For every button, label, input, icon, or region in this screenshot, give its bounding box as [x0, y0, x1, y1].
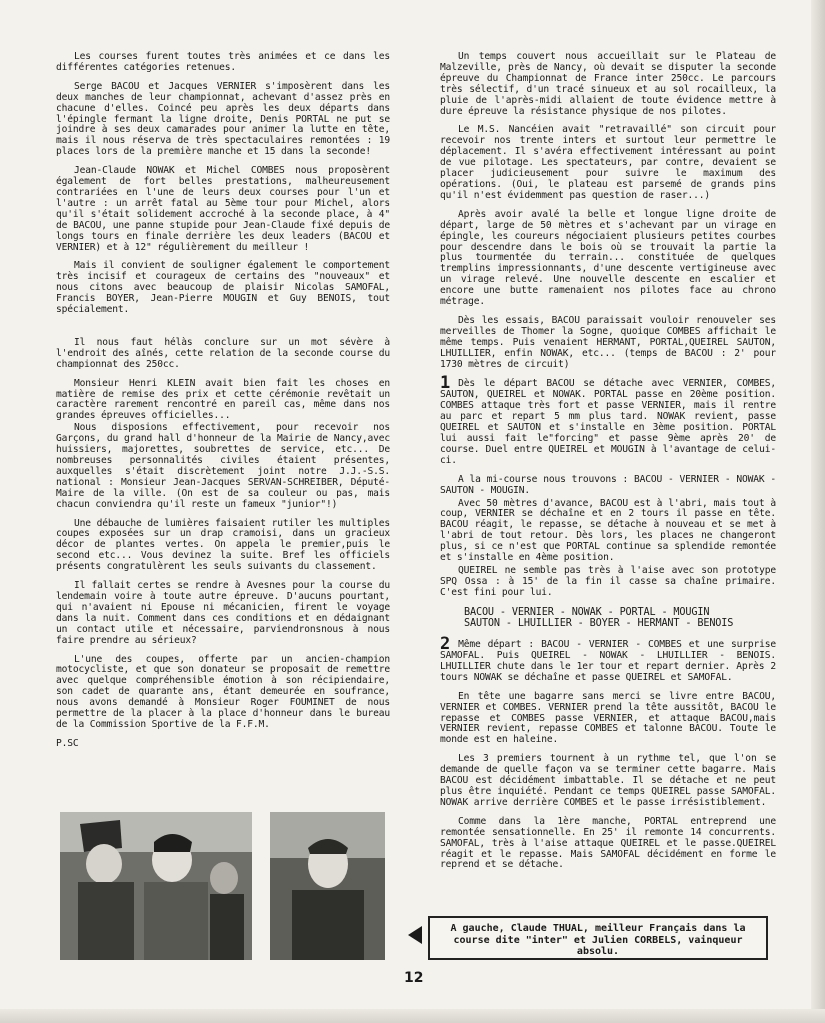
- paragraph: Mais il convient de souligner également le comportement très incisif et courageux de certains des "nouveaux" et nous citons avec beaucoup de plaisir Nicolas SAMOFAL, Francis BOYER, Jean-Pierre MOUGIN et Guy BENOIS, tout spécialement.: [56, 260, 390, 316]
- paragraph: Il nous faut hélàs conclure sur un mot sévère à l'endroit des aînés, cette relation de la seconde course du championnat des 250cc.: [56, 336, 390, 370]
- paragraph: Il fallait certes se rendre à Avesnes pour la course du lendemain voire à toute autre épreuve. D'aucuns pourtant, qui n'avaient ni Epouse ni mécanicien, firent le voyage dans la nuit. Comment dans ces conditions et en dédaignant un contact utile et nécessaire, parviendronsnous à nous faire prendre au sérieux?: [56, 580, 390, 646]
- paragraph: Avec 50 mètres d'avance, BACOU est à l'abri, mais tout à coup, VERNIER se déchaîne et en 2 tours il passe en tête. BACOU réagit, le repasse, se détache à nouveau et se met à l'abri de tout retour. Dès lors, les places ne changeront plus, si ce n'est que PORTAL continue sa splendide remontée et s'installe en 4ème position.: [440, 497, 776, 564]
- paragraph: QUEIREL ne semble pas très à l'aise avec son prototype SPQ Ossa : à 15' de la fin il casse sa chaîne primaire. C'est fini pour lui.: [440, 564, 776, 598]
- paragraph: Un temps couvert nous accueillait sur le Plateau de Malzeville, près de Nancy, où devait se disputer la seconde épreuve du Championnat de France inter 250cc. Le parcours très sélectif, d'un tracé sinueux et au sol rocailleux, la pluie de l'après-midi allaient de toute évidence mettre à dure épreuve la résistance physique de nos pilotes.: [440, 51, 776, 117]
- right-article-column: [440, 52, 776, 879]
- pointer-arrow-icon: [408, 926, 422, 944]
- photo-rider-portrait: [270, 812, 385, 960]
- left-article-column: [56, 52, 390, 758]
- paragraph: Dès les essais, BACOU paraissait vouloir renouveler ses merveilles de Thomer la Sogne, quoique COMBES affichait le même temps. Puis venaient HERMANT, PORTAL,QUEIREL SAUTON, LHUILLIER, enfin NOWAK, etc... (temps de BACOU : 2' pour 1730 mètres de circuit): [440, 314, 776, 370]
- photo-placeholder-illustration: [60, 812, 252, 960]
- paragraph: Une débauche de lumières faisaient rutiler les multiples coupes exposées sur un drap cramoisi, dans un gracieux décor de plantes vertes. On appela le premier,puis le second etc... Vous devinez la suite. Bref les officiels présents congratulèrent les seuls suivants du classement.: [56, 517, 390, 573]
- photo-caption: A gauche, Claude THUAL, meilleur Français dans la course dite "inter" et Julien CORBELS, vainqueur absolu.: [428, 916, 768, 960]
- paragraph: Monsieur Henri KLEIN avait bien fait les choses en matière de remise des prix et cette cérémonie revêtait un caractère rarement rencontré en pareil cas, même dans nos grandes épreuves officielles...: [56, 377, 390, 422]
- paragraph: L'une des coupes, offerte par un ancien-champion motocycliste, et que son donateur se proposait de remettre avec quelque compréhensible émotion à son récipiendaire, son cadet de quarante ans, étant demeurée en soufrance, nous avons demandé à Monsieur Roger FOUMINET de nous permettre de la placer à la place d'honneur dans le bureau de la Commission Sportive de la F.F.M.: [56, 653, 390, 730]
- paragraph: Les 3 premiers tournent à un rythme tel, que l'on se demande de quelle façon va se terminer cette bagarre. Mais BACOU est décidément imbattable. Il se détache et ne peut plus être inquiété. Pendant ce temps QUEIREL passe SAMOFAL. NOWAK arrive derrière COMBES et le passe irrésistiblement.: [440, 753, 776, 808]
- race-1-paragraph: 1 Dès le départ BACOU se détache avec VERNIER, COMBES, SAUTON, QUEIREL et NOWAK. PORTAL passe en 20ème position. COMBES attaque très fort et passe VERNIER, mais il rentre au parc et repart 5 mm plus tard. NOWAK revient, passe QUEIREL et SAUTON et s'installe en 3ème position. PORTAL lui aussi fait le"forcing" et passe 9ème après 20' de course. Duel entre QUEIREL et MOUGIN à l'avantage de celui-ci.: [440, 373, 776, 466]
- paragraph: Serge BACOU et Jacques VERNIER s'imposèrent dans les deux manches de leur championnat, achevant d'assez près en chacune d'elles. Coincé peu après les deux départs dans l'épingle fermant la ligne droite, Denis PORTAL ne put se joindre à ses deux camarades pour animer la lutte en tête, mais il nous réserva de très spectaculaires remontées : 19 places lors de la première manche et 15 dans la seconde!: [56, 80, 390, 158]
- paragraph: En tête une bagarre sans merci se livre entre BACOU, VERNIER et COMBES. VERNIER prend la tête aussitôt, BACOU le repasse et COMBES passe VERNIER, et attaque BACOU,mais VERNIER revient, repasse COMBES et talonne BACOU. Toute le monde est en haleine.: [440, 690, 776, 746]
- paragraph: Nous disposions effectivement, pour recevoir nos Garçons, du grand hall d'honneur de la Mairie de Nancy,avec huissiers, majorettes, soubrettes de service, etc... De nombreuses personnalités civiles étaient présentes, auxquelles s'était discrètement joint notre J.J.-S.S. national : Monsieur Jean-Jacques SERVAN-SCHREIBER, Député-Maire de la ville. (On est de sa couleur ou pas, mais chacun conviendra qu'il reste un fameux "junior"!): [56, 422, 390, 510]
- race-2-paragraph: 2 Même départ : BACOU - VERNIER - COMBES et une surprise SAMOFAL. Puis QUEIREL - NOWAK - LHUILLIER - BENOIS. LHUILLIER chute dans le 1er tour et repart dernier. Après 2 tours NOWAK se déchaîne et passe QUEIREL et SAMOFAL.: [440, 634, 776, 683]
- paragraph: A la mi-course nous trouvons : BACOU - VERNIER - NOWAK - SAUTON - MOUGIN.: [440, 473, 776, 496]
- race-2-number: 2: [440, 634, 451, 655]
- paragraph: Comme dans la 1ère manche, PORTAL entreprend une remontée sensationnelle. En 25' il remonte 14 concurrents. SAMOFAL, très à l'aise attaque QUEIREL et le passe.QUEIREL réagit et le repasse. Mais SAMOFAL décidément en forme le reprend et se détache.: [440, 815, 776, 871]
- page-number: 12: [404, 970, 424, 986]
- paragraph: Jean-Claude NOWAK et Michel COMBES nous proposèrent également de fort belles prestations, malheureusement contrariées en l'une de leurs deux courses pour l'un et l'autre : un arrêt fatal au 5ème tour pour Michel, alors qu'il s'était solidement accroché à la seconde place, à 4" de BACOU, une panne stupide pour Jean-Claude fixé depuis de longs tours en finale derrière les deux leaders (BACOU et VERNIER) et à 12" régulièrement du meilleur !: [56, 165, 390, 253]
- standings-line: BACOU - VERNIER - NOWAK - PORTAL - MOUGIN: [464, 606, 710, 618]
- photo-spectators: [60, 812, 252, 960]
- paragraph: Les courses furent toutes très animées et ce dans les différentes catégories retenues.: [56, 51, 390, 73]
- paragraph: Après avoir avalé la belle et longue ligne droite de départ, large de 50 mètres et s'achevant par un virage en épingle, les coureurs négociaient plusieurs petites courbes pour descendre dans le bois où se trouvait la partie la plus tourmentée du terrain... constituée de quelques tremplins impressionnants, d'une descente vertigineuse avec un virage relevé. Une nouvelle descente en escalier et encore une butte ramenaient nos pilotes face au chrono métrage.: [440, 208, 776, 308]
- race-1-number: 1: [440, 373, 451, 394]
- page-edge-shadow: [0, 1009, 825, 1023]
- standings-line: SAUTON - LHUILLIER - BOYER - HERMANT - BENOIS: [464, 617, 734, 629]
- race-1-standings: [464, 607, 776, 629]
- page-edge-shadow: [811, 0, 825, 1023]
- paragraph: Le M.S. Nancéien avait "retravaillé" son circuit pour recevoir nos trente inters et surtout leur permettre le déplacement. Il s'avéra effectivement intéressant au point de vue pilotage. Les spectateurs, par contre, devaient se placer judicieusement pour suivre le maximum des opérations. (Oui, le plateau est parsemé de grands pins qu'il n'est évidemment pas question de raser...): [440, 124, 776, 201]
- author-signature: P.SC: [56, 737, 79, 749]
- photo-placeholder-illustration: [270, 812, 385, 960]
